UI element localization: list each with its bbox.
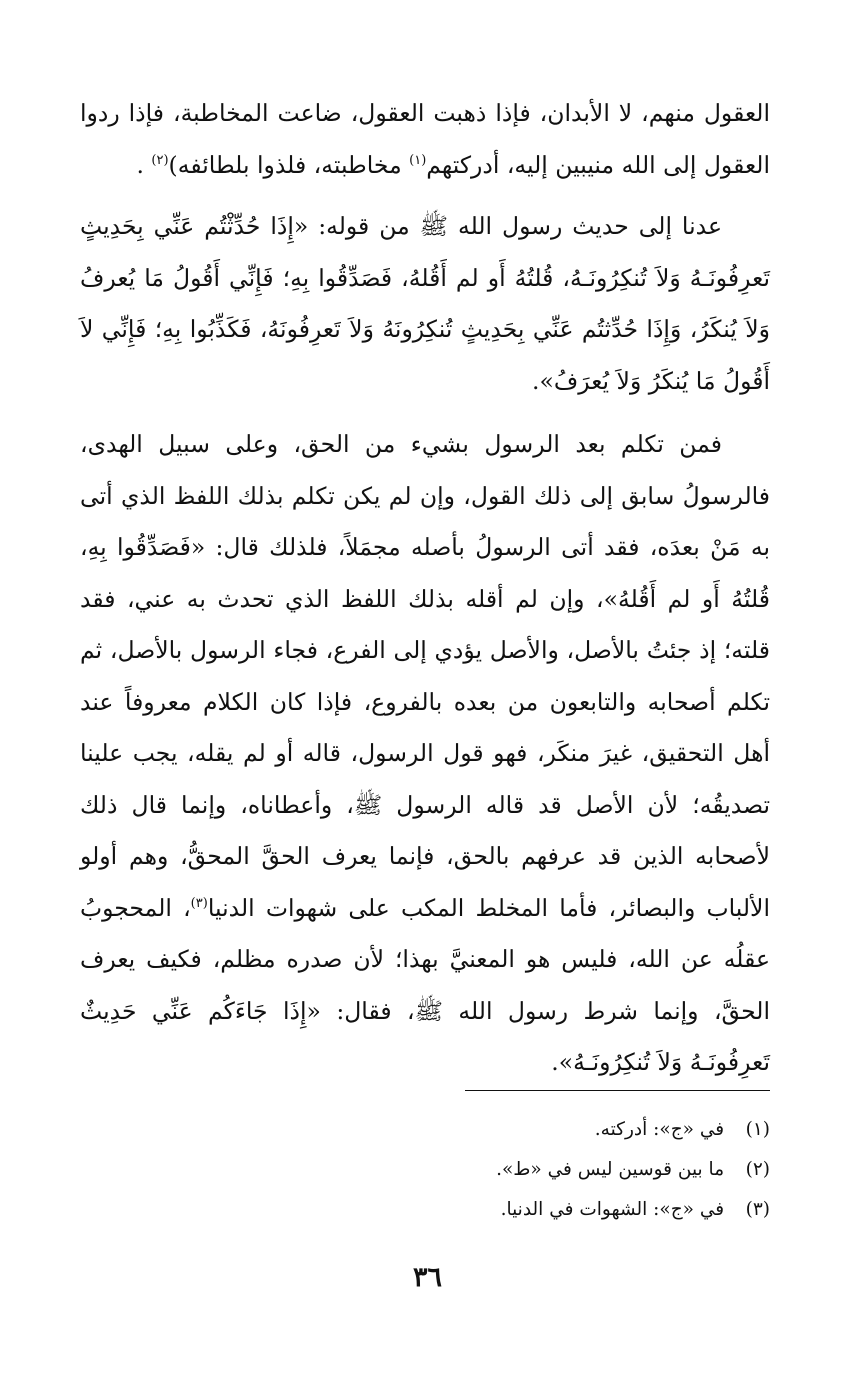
- paragraph-1-text-a: العقول منهم، لا الأبدان، فإذا ذهبت العقول، ضاعت المخاطبة، فإذا ردوا العقول إلى الله منيبين إليه، أدركتهم: [80, 99, 770, 179]
- paragraph-1: [80, 88, 770, 191]
- paragraph-1-text-b: مخاطبته، فلذوا بلطائفه): [168, 150, 410, 179]
- paragraph-3-text-b: ، المحجوبُ عقلُه عن الله، فليس هو المعنيَّ بهذا؛ لأن صدره مظلم، فكيف يعرف الحقَّ، وإنما شرط رسول الله ﷺ، فقال: «إِذَا جَاءَكُم عَنِّي حَدِيثٌ تَعرِفُونَـهُ وَلاَ تُنكِرُونَـهُ».: [80, 893, 770, 1076]
- footnote-number: (٣): [745, 1199, 770, 1220]
- paragraph-3-text-a: فمن تكلم بعد الرسول بشيء من الحق، وعلى سبيل الهدى، فالرسولُ سابق إلى ذلك القول، وإن لم يكن تكلم بذلك اللفظ الذي أتى به مَنْ بعدَه، فقد أتى الرسولُ بأصله مجمَلاً، فلذلك قال: «فَصَدِّقُوا بِهِ، قُلتُهُ أَو لم أَقُلهُ»، وإن لم أقله بذلك اللفظ الذي تحدث به عني، فقد قلته؛ إذ جئتُ بالأصل، والأصل يؤدي إلى الفرع، فجاء الرسول بالأصل، ثم تكلم أصحابه والتابعون من بعده بالفروع، فإذا كان الكلام معروفاً عند أهل التحقيق، غيرَ منكَر، فهو قول الرسول، قاله أو لم يقله، يجب علينا تصديقُه؛ لأن الأصل قد قاله الرسول ﷺ، وأعطاناه، وإنما قال ذلك لأصحابه الذين قد عرفهم بالحق، فإنما يعرف الحقَّ المحقُّ، وهم أولو الألباب والبصائر، فأما المخلط المكب على شهوات الدنيا: [80, 430, 771, 922]
- footnote-ref-2: (٢): [151, 152, 169, 168]
- footnote-3: [170, 1190, 770, 1230]
- footnotes: [170, 1110, 770, 1230]
- footnote-2: [170, 1150, 770, 1190]
- footnote-number: (١): [745, 1119, 770, 1140]
- page-number: ٣٦: [412, 1262, 442, 1293]
- paragraph-2: [80, 201, 770, 407]
- main-text: [80, 88, 770, 1101]
- paragraph-1-text-c: .: [136, 150, 152, 179]
- paragraph-3: [80, 419, 770, 1089]
- footnote-divider: [465, 1090, 770, 1091]
- footnote-text: في «ج»: أدركته.: [594, 1119, 725, 1140]
- paragraph-2-text: عدنا إلى حديث رسول الله ﷺ من قوله: «إِذَا حُدِّثْتُم عَنِّي بِحَدِيثٍ تَعرِفُونَـهُ وَلاَ تُنكِرُونَـهُ، قُلتُهُ أَو لم أَقُلهُ، فَصَدِّقُوا بِهِ؛ فَإِنِّي أَقُولُ مَا يُعرفُ وَلاَ يُنكَرُ، وَإِذَا حُدِّثتُم عَنِّي بِحَدِيثٍ تُنكِرُونَهُ وَلاَ تَعرِفُونَهُ، فَكَذِّبُوا بِهِ؛ فَإِنِّي لاَ أَقُولُ مَا يُنكَرُ وَلاَ يُعرَفُ».: [80, 212, 770, 395]
- footnote-1: [170, 1110, 770, 1150]
- footnote-ref-3: (٣): [190, 895, 208, 911]
- footnote-text: ما بين قوسين ليس في «ط».: [496, 1159, 725, 1180]
- footnote-ref-1: (١): [409, 152, 427, 168]
- footnote-text: في «ج»: الشهوات في الدنيا.: [500, 1199, 725, 1220]
- footnote-number: (٢): [745, 1159, 770, 1180]
